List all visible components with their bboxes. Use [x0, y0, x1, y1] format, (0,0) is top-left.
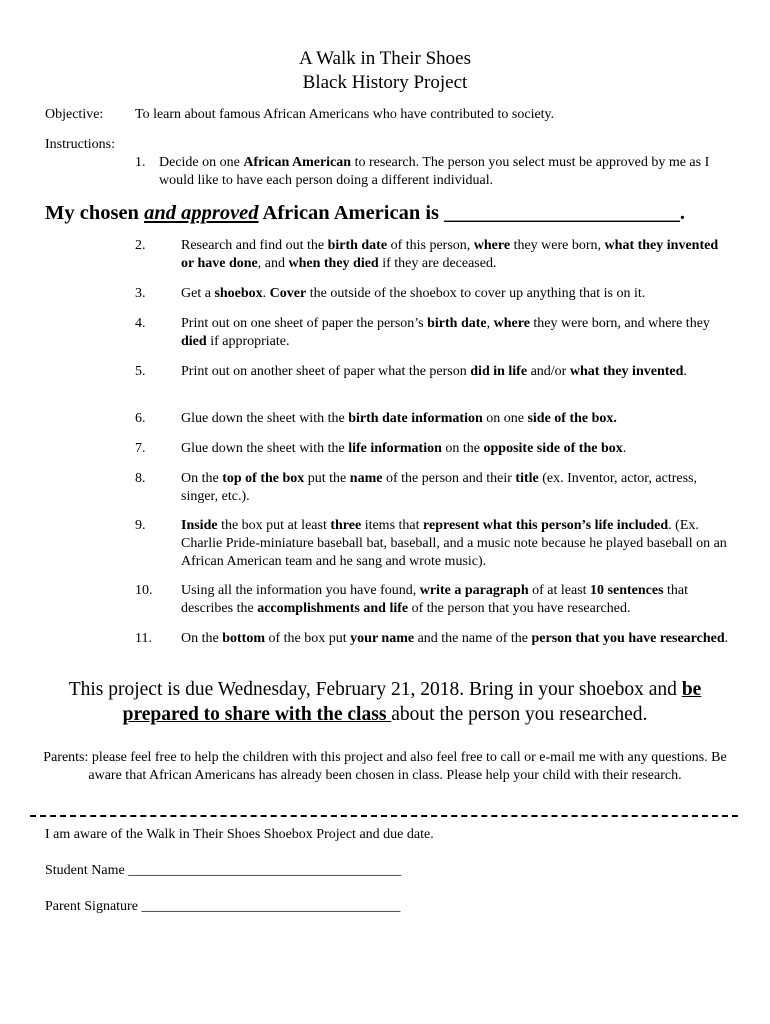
step-text: Research and find out the birth date of this person, where they were born, what they invented or have done, and when they died if they are deceased.	[181, 238, 719, 271]
due-date-notice: This project is due Wednesday, February 21, 2018. Bring in your shoebox and be prepared to share with the class about the person you researched.	[68, 679, 702, 725]
acknowledgement-text: I am aware of the Walk in Their Shoes Shoebox Project and due date.	[45, 827, 434, 842]
objective-text: To learn about famous African Americans who have contributed to society.	[135, 107, 555, 122]
step-text: Get a shoebox. Cover the outside of the shoebox to cover up anything that is on it.	[181, 286, 646, 301]
student-name-field[interactable]: Student Name _______________________________________	[45, 863, 402, 878]
step-number: 6.	[135, 411, 146, 426]
document-subtitle: Black History Project	[302, 72, 468, 93]
step-text: Print out on one sheet of paper the person’s birth date, where they were born, and where they died if appropriate.	[181, 316, 710, 349]
step-number: 2.	[135, 238, 146, 253]
step-number: 1.	[135, 155, 146, 170]
cut-line	[30, 815, 738, 817]
step-number: 9.	[135, 518, 146, 533]
step-text: On the bottom of the box put your name and the name of the person that you have researched.	[181, 631, 729, 646]
step-number: 4.	[135, 316, 146, 331]
document-title: A Walk in Their Shoes	[299, 48, 471, 69]
step-text: Glue down the sheet with the birth date information on one side of the box.	[181, 411, 617, 426]
step-text: Print out on another sheet of paper what the person did in life and/or what they invented.	[181, 364, 687, 379]
step-text: Using all the information you have found, write a paragraph of at least 10 sentences that describes the accomplishments and life of the person that you have researched.	[181, 583, 689, 616]
step-number: 8.	[135, 471, 146, 486]
instructions-label: Instructions:	[45, 137, 115, 152]
step-text: Glue down the sheet with the life information on the opposite side of the box.	[181, 441, 627, 456]
objective-label: Objective:	[45, 107, 104, 122]
step-text: Decide on one African American to research. The person you select must be approved by me as I would like to have each person doing a different individual.	[159, 155, 710, 188]
parent-signature-field[interactable]: Parent Signature _____________________________________	[45, 899, 401, 914]
step-number: 11.	[135, 631, 152, 646]
step-number: 10.	[135, 583, 153, 598]
chosen-person-line: My chosen and approved African American is _______________________.	[45, 202, 686, 224]
parents-note: Parents: please feel free to help the children with this project and also feel free to call or e-mail me with any questions. Be aware that African Americans has already been chosen in class. Please help your child with their research.	[43, 750, 727, 783]
step-number: 5.	[135, 364, 146, 379]
step-number: 3.	[135, 286, 146, 301]
step-number: 7.	[135, 441, 146, 456]
step-text: Inside the box put at least three items that represent what this person’s life included. (Ex. Charlie Pride-miniature baseball bat, baseball, and a music note because he played baseball on an African American team and he sang and wrote music).	[181, 518, 727, 569]
step-text: On the top of the box put the name of the person and their title (ex. Inventor, actor, actress, singer, etc.).	[181, 471, 698, 504]
